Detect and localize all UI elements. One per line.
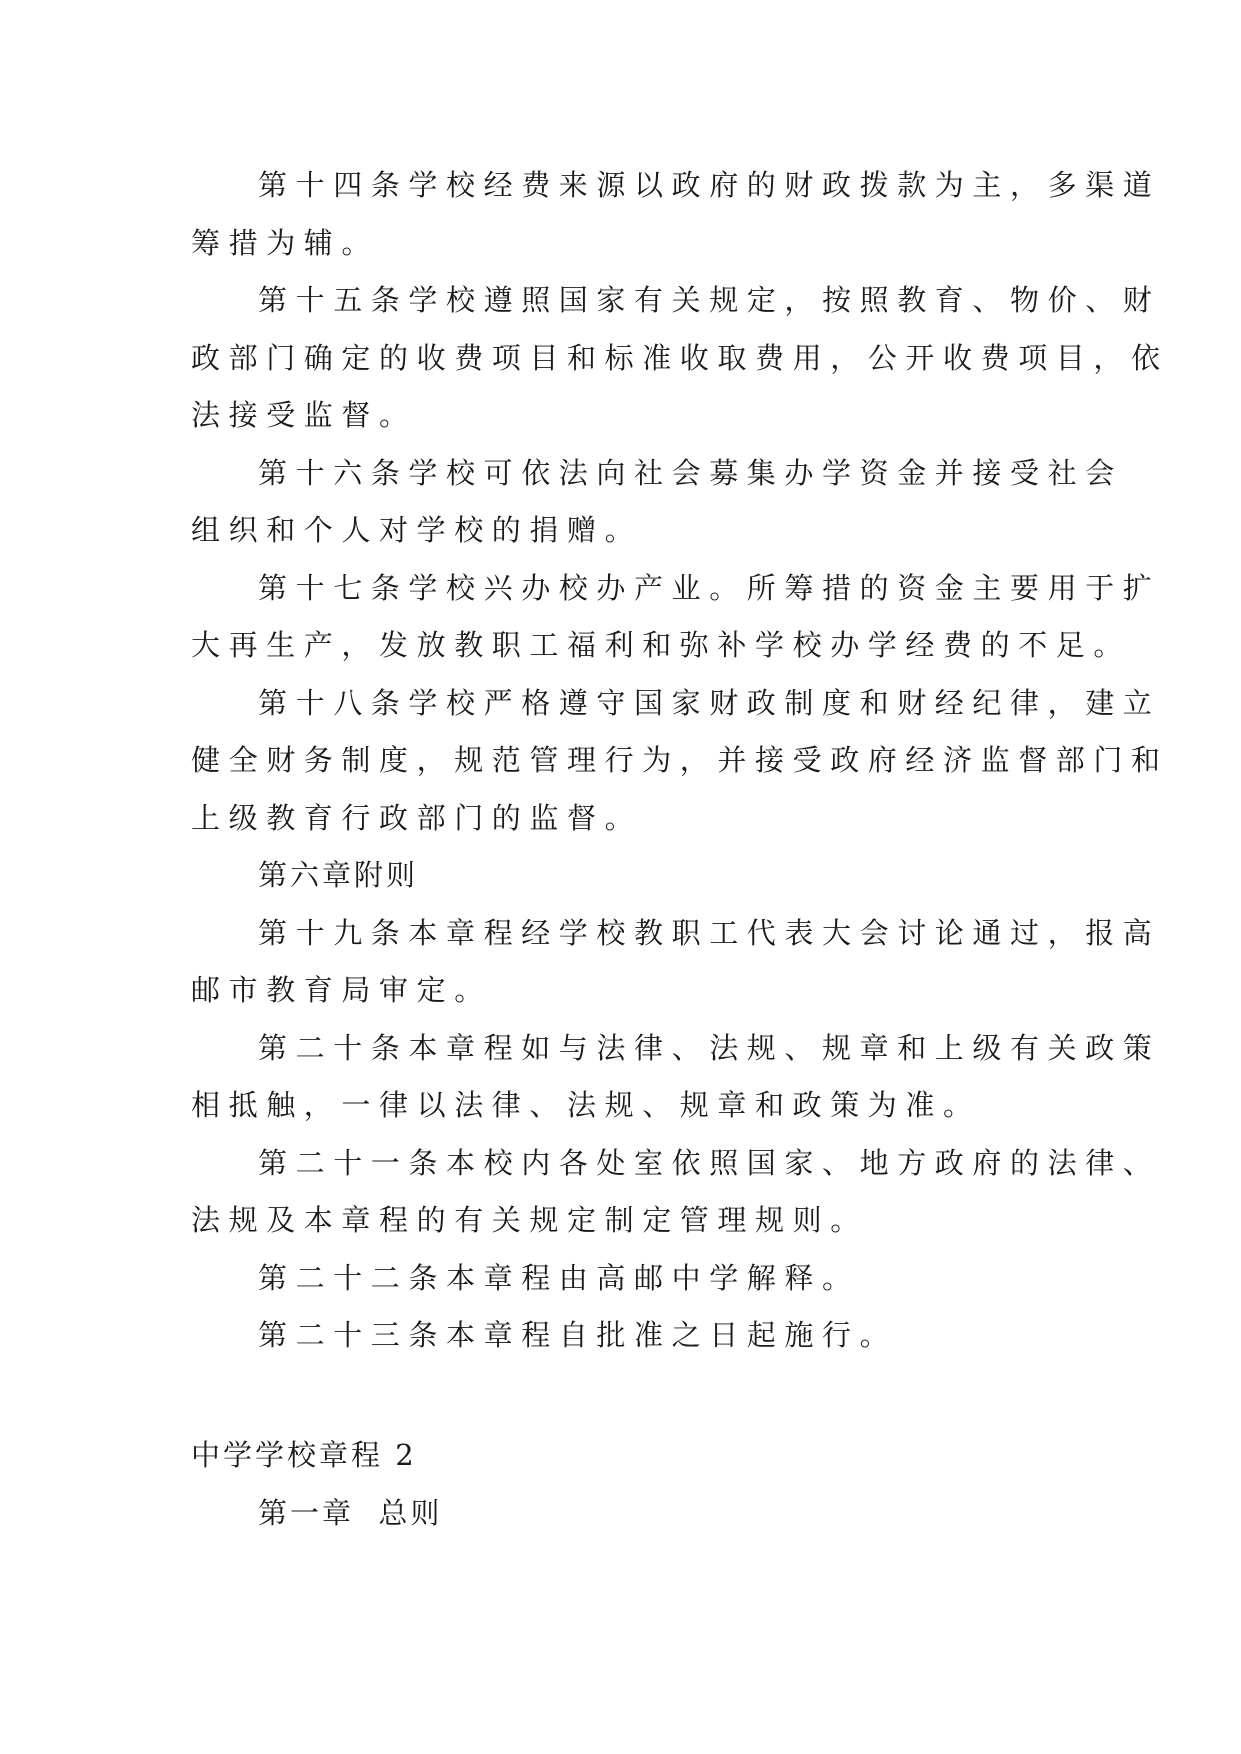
paragraph-line-15: 邮市教育局审定。	[191, 973, 492, 1007]
paragraph-line-19: 法规及本章程的有关规定制定管理规则。	[191, 1203, 868, 1237]
paragraph-line-10: 第十八条学校严格遵守国家财政制度和财经纪律，建立	[258, 686, 1161, 720]
paragraph-line-21: 第二十三条本章程自批准之日起施行。	[258, 1318, 898, 1352]
chapter-one-heading: 第一章 总则	[258, 1496, 443, 1530]
paragraph-line-7: 组织和个人对学校的捐赠。	[191, 513, 643, 547]
paragraph-line-17: 相抵触，一律以法律、法规、规章和政策为准。	[191, 1088, 981, 1122]
paragraph-line-2: 筹措为辅。	[191, 226, 380, 260]
paragraph-line-20: 第二十二条本章程由高邮中学解释。	[258, 1261, 860, 1295]
paragraph-line-4: 政部门确定的收费项目和标准收取费用，公开收费项目，依	[191, 341, 1169, 375]
paragraph-line-12: 上级教育行政部门的监督。	[191, 801, 643, 835]
section-title: 中学学校章程 2	[191, 1438, 417, 1472]
paragraph-line-14: 第十九条本章程经学校教职工代表大会讨论通过，报高	[258, 916, 1161, 950]
paragraph-line-18: 第二十一条本校内各处室依照国家、地方政府的法律、	[258, 1146, 1161, 1180]
paragraph-line-8: 第十七条学校兴办校办产业。所筹措的资金主要用于扩	[258, 571, 1161, 605]
paragraph-line-3: 第十五条学校遵照国家有关规定，按照教育、物价、财	[258, 283, 1161, 317]
paragraph-line-11: 健全财务制度，规范管理行为，并接受政府经济监督部门和	[191, 743, 1169, 777]
paragraph-line-6: 第十六条学校可依法向社会募集办学资金并接受社会	[258, 456, 1123, 490]
paragraph-line-5: 法接受监督。	[191, 398, 417, 432]
paragraph-line-9: 大再生产，发放教职工福利和弥补学校办学经费的不足。	[191, 628, 1132, 662]
paragraph-line-16: 第二十条本章程如与法律、法规、规章和上级有关政策	[258, 1031, 1161, 1065]
paragraph-line-1: 第十四条学校经费来源以政府的财政拨款为主，多渠道	[258, 168, 1161, 202]
chapter-heading: 第六章附则	[258, 858, 419, 892]
